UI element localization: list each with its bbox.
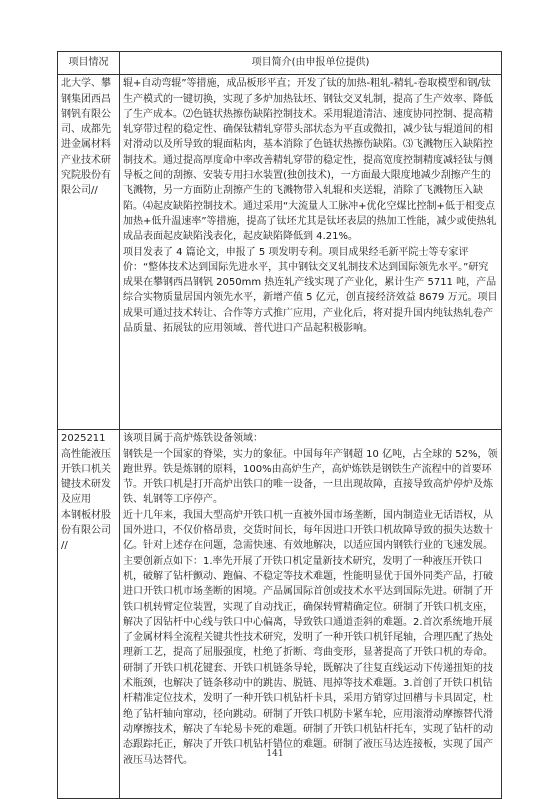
project-info-line: 钢钒有限公 <box>61 108 111 120</box>
project-info-cell <box>58 430 120 799</box>
project-id: 2025211 <box>61 433 106 445</box>
project-info-line: 究院股份有 <box>61 170 111 182</box>
header-project-summary: 项目简介(由申报单位提供) <box>120 52 502 75</box>
project-summary-cell <box>120 430 502 799</box>
project-info-line: 进金属材料 <box>61 139 111 151</box>
project-info-line: // <box>61 540 68 552</box>
table-row <box>58 75 502 430</box>
project-info-line: 开铁口机关 <box>61 463 111 475</box>
summary-paragraph: 钢铁是一个国家的脊梁，实力的象征。中国每年产钢超 10 亿吨，占全球的 52%，领跑世界。铁是炼钢的原料，100%由高炉生产，高炉炼铁是钢铁生产流程中的首要环节。开铁口机是打开高炉出铁口的唯一设备，一旦出现故障，直接导致高炉停炉及炼铁、轧钢等工序停产。 <box>123 448 498 506</box>
project-info-line: 本钢板材股 <box>61 509 111 521</box>
project-info-line: 司、成都先 <box>61 124 111 136</box>
project-info-line: 产业技术研 <box>61 154 111 166</box>
project-info-cell <box>58 75 120 430</box>
table-row <box>58 430 502 799</box>
summary-paragraph: 主要创新点如下：1.率先开展了开铁口机定量新技术研究，发明了一种液压开铁口机，破解了钻杆颤动、跑偏、不稳定等技术难题，性能明显优于国外同类产品，打破进口开铁口机市场垄断的困境。产品属国际首创或技术水平达到国际先进。研制了开铁口机转臂定位装置，实现了自动找正，确保转臂精确定位。研制了开铁口机支座，解决了因钻杆中心线与铁口中心偏离，导致铁口通道歪斜的难题。2.首次系统地开展了金属材料全流程关键共性技术研究，发明了一种开铁口机钎尾轴，合理匹配了热处理新工艺，提高了屈服强度，杜绝了折断、弯曲变形，显著提高了开铁口机的寿命。研制了开铁口机花键套、开铁口机链条导轮，既解决了往复直线运动下传递扭矩的技术瓶颈，也解决了链条移动中的跳齿、脱链、甩掉等技术难题。3.首创了开铁口机钻杆精准定位技术，发明了一种开铁口机钻杆卡具，采用方销穿过回槽与卡具固定，杜绝了钻杆轴向窜动，径向跳动。研制了开铁口机防卡紧车轮，应用滚滑动摩擦替代滑动摩擦技术，解决了车轮易卡死的难题。研制了开铁口机钻杆托车，实现了钻杆的动态跟踪托正，解决了开铁口机钻杆错位的难题。研制了液压马达连接板，实现了国产液压马达替代。 <box>123 555 493 766</box>
table-header-row <box>58 52 502 75</box>
project-info-line: 及应用 <box>61 494 91 506</box>
project-table <box>57 51 502 799</box>
header-project-info: 项目情况 <box>58 52 120 75</box>
summary-paragraph: 辊+自动弯辊”等措施，成品板形平直；开发了钛的加热-粗轧-精轧-卷取模型和钢/钛生产模式的一键切换，实现了多炉加热钛坯、钢钛交叉轧制，提高了生产效率、降低了生产成本。⑵色链状热擦伤缺陷控制技术。采用辊道清洁、速度协同控制、提高精轧穿带过程的稳定性、确保钛精轧穿带头部状态为平直或微扣，减少钛与辊道间的相对滑动以及所导致的辊面粘肉，基本消除了色链状热擦伤缺陷。⑶飞溅物压入缺陷控制技术。通过提高厚度命中率改善精轧穿带的稳定性，提高宽度控制精度减轻钛与侧导板之间的刮擦、安装专用扫水装置(独创技术)，一方面最大限度地减少刮擦产生的飞溅物，另一方面防止刮擦产生的飞溅物带入轧辊和夹送辊，消除了飞溅物压入缺陷。⑷起皮缺陷控制技术。通过采用“大流量人工脉冲+优化空煤比控制+低于相变点加热+低升温速率”等措施，提高了钛坯尤其是钛坯表层的热加工性能，减少或使热轧成品表面起皮缺陷浅表化，起皮缺陷降低到 4.21%。 <box>123 78 497 243</box>
project-info-line: 键技术研发 <box>61 479 111 491</box>
project-info-line: 限公司// <box>61 185 98 197</box>
project-info-line: 份有限公司 <box>61 525 111 537</box>
summary-paragraph: 近十几年来，我国大型高炉开铁口机一直被外国市场垄断，国内制造业无话语权，从国外进口，不仅价格昂贵，交货时间长，每年因进口开铁口机故障导致的损失达数十亿。针对上述存在问题，急需快速、有效地解决，以适应国内钢铁行业的飞速发展。 <box>123 509 493 552</box>
project-info-line: 钢集团西昌 <box>61 93 111 105</box>
summary-paragraph: 该项目属于高炉炼铁设备领域： <box>123 433 263 445</box>
project-info-line: 北大学、攀 <box>61 78 111 90</box>
project-info-line: 高性能液压 <box>61 448 111 460</box>
page-number: 141 <box>266 749 284 759</box>
project-summary-cell <box>120 75 502 430</box>
summary-paragraph: 项目发表了 4 篇论文，申报了 5 项发明专利。项目成果经毛新平院士等专家评价：“整体技术达到国际先进水平，其中钢钛交叉轧制技术达到国际领先水平。”研究成果在攀钢西昌钢钒 2050mm 热连轧产线实现了产业化，累计生产 5711 吨，产品综合实物质量居国内领先水平，新增产值 5 亿元，创直接经济效益 8679 万元。项目成果可通过技术转让、合作等方式推广应用，产业化后，将对提升国内纯钛热轧卷产品质量、拓展钛的应用领域、普代进口产品起积极影响。 <box>123 246 498 335</box>
